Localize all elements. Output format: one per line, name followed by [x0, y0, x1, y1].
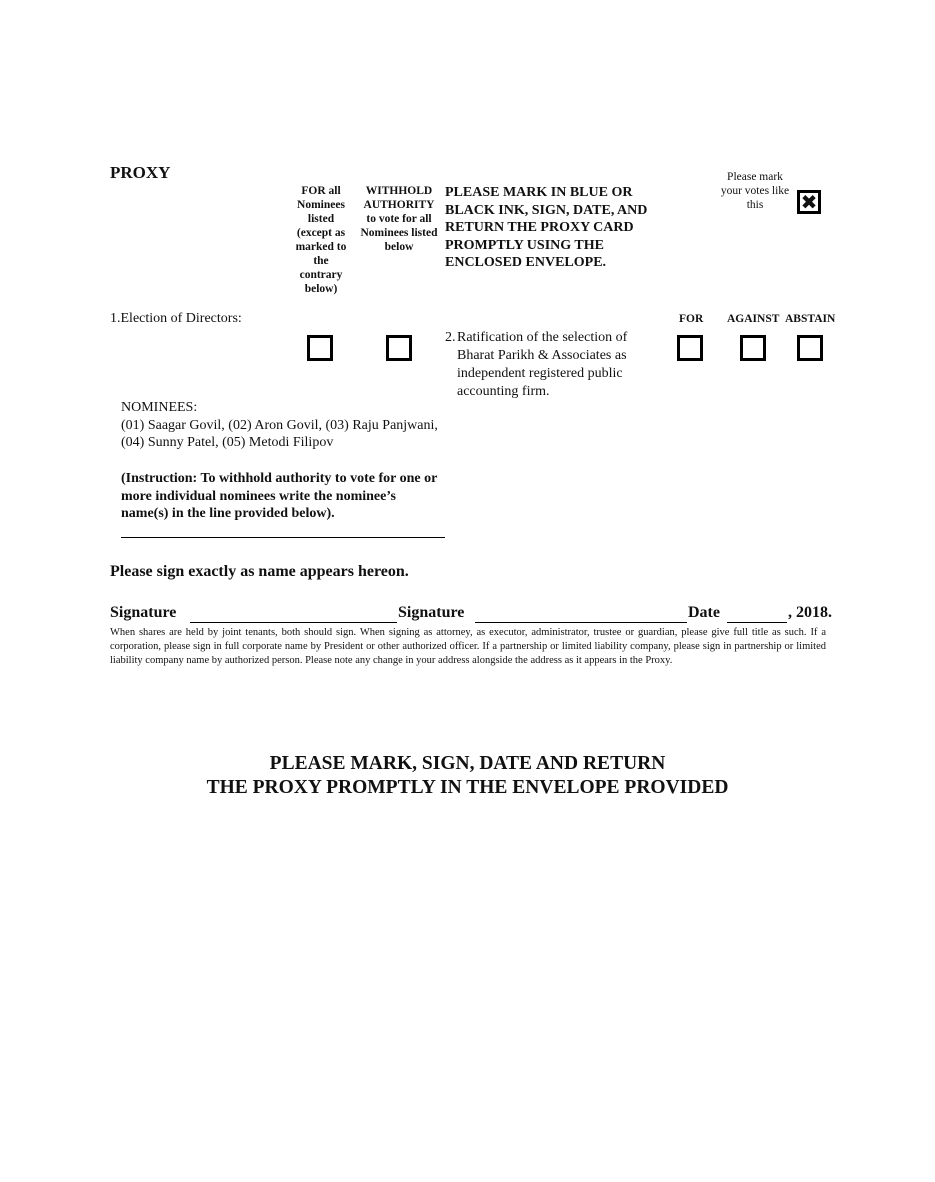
for-all-column-header: FOR all Nominees listed (except as marked to the contrary below) [295, 185, 347, 295]
signature-1-label: Signature [110, 604, 177, 621]
proposal-2-against-checkbox[interactable] [740, 335, 766, 361]
withhold-nominee-name-line[interactable] [121, 537, 445, 538]
proxy-title: PROXY [110, 163, 171, 182]
withhold-column-header: WITHHOLD AUTHORITY to vote for all Nominees listed below [360, 185, 438, 253]
proposal-2-abstain-checkbox[interactable] [797, 335, 823, 361]
signing-fine-print: When shares are held by joint tenants, both should sign. When signing as attorney, as executor, administrator, trustee or guardian, please give full title as such. If a corporation, please sign in full corporate name by President or other authorized officer. If a partnership or limited liability company, please sign in partnership or limited liability company name by authorized person. Please note any change in your address alongside the address as it appears in the Proxy. [110, 627, 826, 666]
nominees-block [121, 399, 441, 452]
signature-1-line[interactable] [190, 622, 397, 623]
footer-instructions [0, 752, 935, 800]
for-all-nominees-checkbox[interactable] [307, 335, 333, 361]
proposal-2-for-checkbox[interactable] [677, 335, 703, 361]
x-mark-icon: ✖ [800, 190, 818, 214]
nominees-list: (01) Saagar Govil, (02) Aron Govil, (03) Raju Panjwani, (04) Sunny Patel, (05) Metodi Filipov [121, 417, 438, 450]
withhold-authority-checkbox[interactable] [386, 335, 412, 361]
signature-2-line[interactable] [475, 622, 687, 623]
abstain-column-header: ABSTAIN [785, 313, 836, 325]
year-suffix: , 2018. [788, 604, 832, 621]
proposal-2-label: Ratification of the selection of Bharat Parikh & Associates as independent registered public accounting firm. [457, 330, 628, 399]
proposal-1-label: 1.Election of Directors: [110, 311, 242, 326]
date-label: Date [688, 604, 720, 621]
example-marked-box [797, 190, 821, 214]
for-column-header: FOR [679, 313, 704, 325]
sign-note: Please sign exactly as name appears hereon. [110, 563, 409, 580]
mark-instructions: PLEASE MARK IN BLUE OR BLACK INK, SIGN, DATE, AND RETURN THE PROXY CARD PROMPTLY USING THE ENCLOSED ENVELOPE. [445, 185, 648, 270]
proposal-2-number: 2. [445, 330, 456, 345]
against-column-header: AGAINST [727, 313, 780, 325]
signature-row [110, 604, 840, 626]
mark-example-label: Please mark your votes like this [720, 171, 790, 211]
footer-line-2: THE PROXY PROMPTLY IN THE ENVELOPE PROVIDED [206, 777, 729, 798]
nominees-heading: NOMINEES: [121, 400, 198, 415]
footer-line-1: PLEASE MARK, SIGN, DATE AND RETURN [269, 753, 666, 774]
signature-2-label: Signature [398, 604, 465, 621]
proposal-2 [445, 329, 655, 401]
withhold-instruction: (Instruction: To withhold authority to vote for one or more individual nominees write the nominee’s name(s) in the line provided below). [121, 471, 438, 521]
date-line[interactable] [727, 622, 787, 623]
